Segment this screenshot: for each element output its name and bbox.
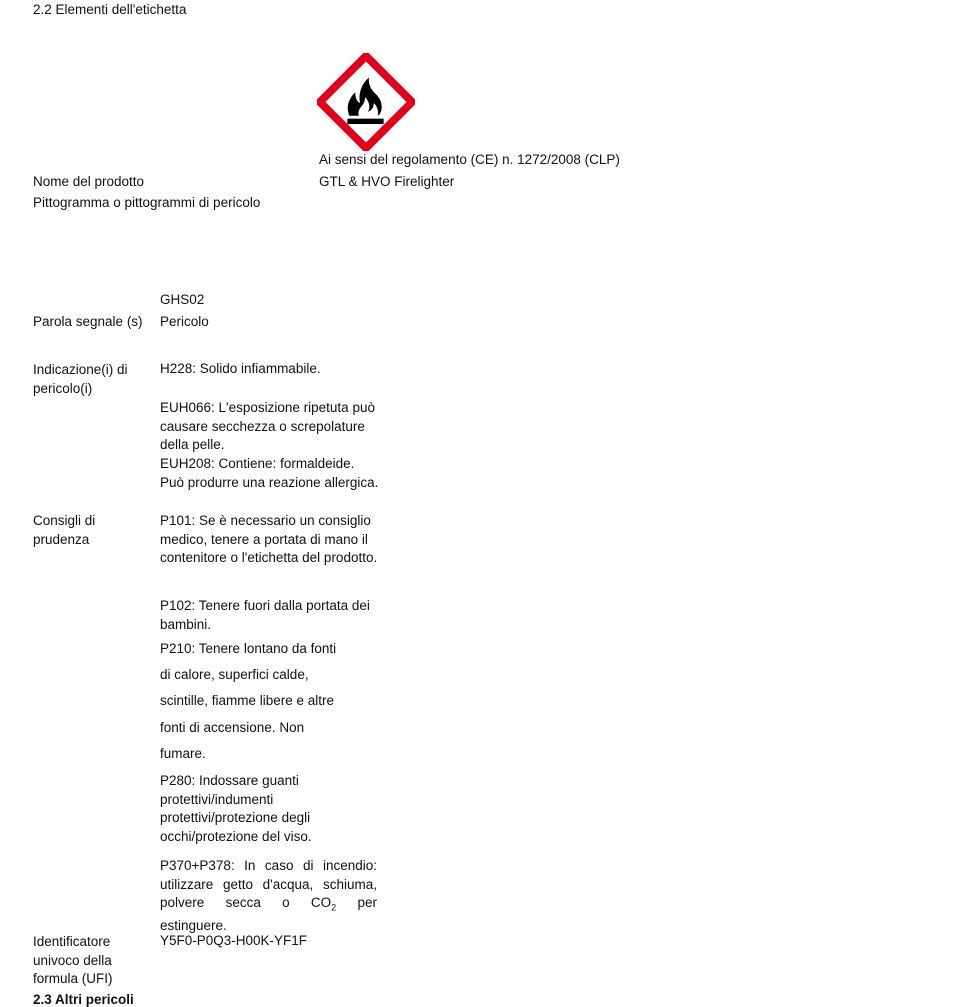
precautionary-statement-p280: P280: Indossare guanti protettivi/indumenti protettivi/protezione degli occhi/protezione del viso. — [160, 773, 312, 844]
hazard-statements-label: Indicazione(i) di pericolo(i) — [33, 362, 128, 396]
p210-line: fumare. — [160, 746, 206, 761]
hazard-statement-h228: H228: Solido infiammabile. — [160, 361, 321, 376]
hazard-statement-euh066: EUH066: L'esposizione ripetuta può causare secchezza o screpolature della pelle. — [160, 400, 375, 452]
signal-word-label: Parola segnale (s) — [33, 314, 143, 329]
regulation-reference: Ai sensi del regolamento (CE) n. 1272/2008 (CLP) — [319, 152, 620, 167]
product-name-label: Nome del prodotto — [33, 174, 145, 189]
p210-line: di calore, superfici calde, — [160, 667, 309, 682]
pictogram-code: GHS02 — [160, 292, 205, 307]
ufi-value: Y5F0-P0Q3-H00K-YF1F — [160, 933, 308, 948]
flame-icon — [317, 53, 415, 151]
next-section-title-partial: 2.3 Altri pericoli — [33, 992, 134, 1007]
signal-word-value: Pericolo — [160, 314, 209, 329]
precautionary-statement-p101: P101: Se è necessario un consiglio medico, tenere a portata di mano il contenitore o l'etichetta del prodotto. — [160, 513, 378, 565]
p210-line: fonti di accensione. Non — [160, 720, 305, 735]
product-name-value: GTL & HVO Firelighter — [319, 174, 455, 189]
precautionary-statements-label: Consigli di prudenza — [33, 513, 96, 547]
precautionary-statement-p102: P102: Tenere fuori dalla portata dei bambini. — [160, 598, 370, 632]
pictogram-label: Pittogramma o pittogrammi di pericolo — [33, 195, 261, 210]
hazard-statement-euh208: EUH208: Contiene: formaldeide. Può produrre una reazione allergica. — [160, 456, 379, 490]
p210-line: P210: Tenere lontano da fonti — [160, 641, 337, 656]
section-title: 2.2 Elementi dell'etichetta — [33, 2, 187, 17]
precautionary-statement-p370-p378: P370+P378: In caso di incendio: utilizzare getto d'acqua, schiuma, polvere secca o $CO_2$ per estinguere. — [160, 858, 377, 934]
p210-line: scintille, fiamme libere e altre — [160, 693, 335, 708]
ufi-label: Identificatore univoco della formula (UFI) — [33, 934, 113, 986]
